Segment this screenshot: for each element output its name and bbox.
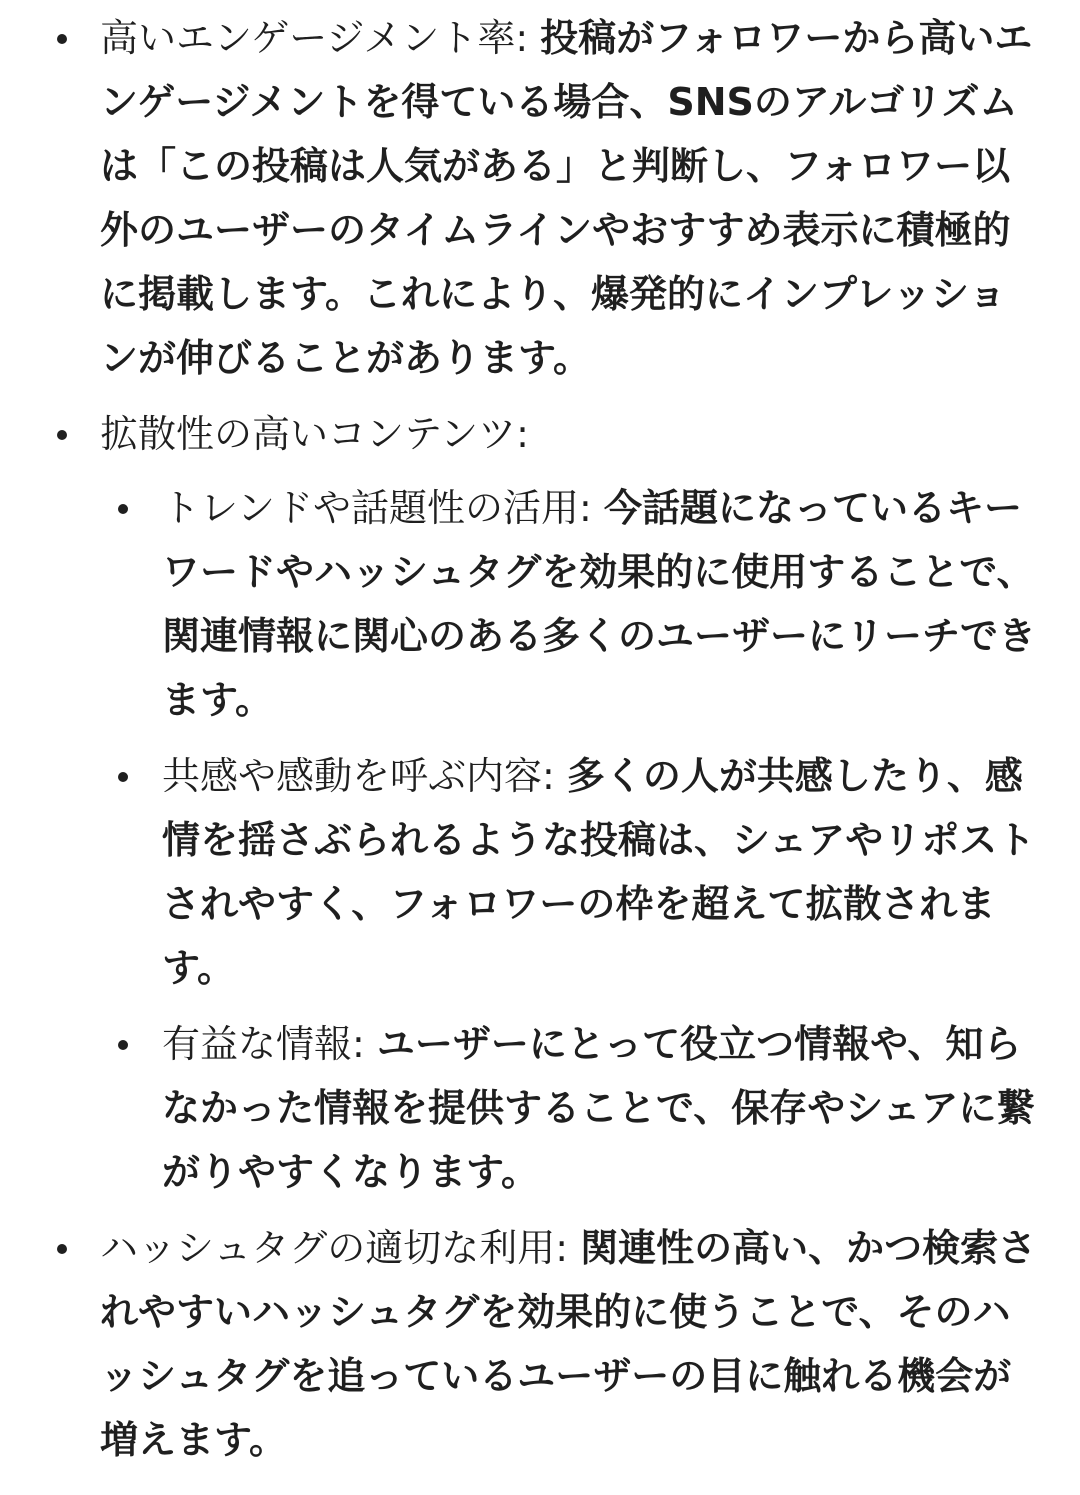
sub-item-label: 共感や感動を呼ぶ内容: — [162, 754, 555, 798]
item-body: 関連性の高い、かつ検索されやすいハッシュタグを効果的に使うことで、そのハッシュタグを追っているユーザーの目に触れる機会が増えます。 — [100, 1226, 1037, 1462]
sub-item-body: ユーザーにとって役立つ情報や、知らなかった情報を提供することで、保存やシェアに繋がりやすくなります。 — [162, 1022, 1035, 1194]
sub-item-label: トレンドや話題性の活用: — [162, 486, 592, 530]
bullet-dot — [57, 34, 67, 44]
item-body: 投稿がフォロワーから高いエンゲージメントを得ている場合、SNSのアルゴリズムは「この投稿は人気がある」と判断し、フォロワー以外のユーザーのタイムラインやおすすめ表示に積極的に掲載します。これにより、爆発的にインプレッションが伸びることがあります。 — [100, 16, 1033, 380]
bullet-dot — [57, 1244, 67, 1254]
bullet-dot — [118, 504, 128, 514]
sub-list-item — [100, 744, 1040, 1000]
item-label: ハッシュタグの適切な利用: — [100, 1226, 569, 1270]
list-item — [0, 1216, 1040, 1472]
sub-item-body: 多くの人が共感したり、感情を揺さぶられるような投稿は、シェアやリポストされやすく、フォロワーの枠を超えて拡散されます。 — [162, 754, 1036, 990]
list-item — [0, 6, 1040, 390]
item-label: 拡散性の高いコンテンツ: — [100, 412, 529, 456]
list-item — [0, 402, 1040, 1204]
sub-bullet-list — [100, 476, 1040, 1204]
item-label: 高いエンゲージメント率: — [100, 16, 529, 60]
sub-item-body: 今話題になっているキーワードやハッシュタグを効果的に使用することで、関連情報に関心のある多くのユーザーにリーチできます。 — [162, 486, 1037, 722]
bullet-dot — [118, 772, 128, 782]
sub-list-item — [100, 1012, 1040, 1204]
bullet-dot — [118, 1040, 128, 1050]
sub-list-item — [100, 476, 1040, 732]
sub-item-label: 有益な情報: — [162, 1022, 365, 1066]
bullet-dot — [57, 430, 67, 440]
bullet-list — [0, 6, 1040, 1472]
